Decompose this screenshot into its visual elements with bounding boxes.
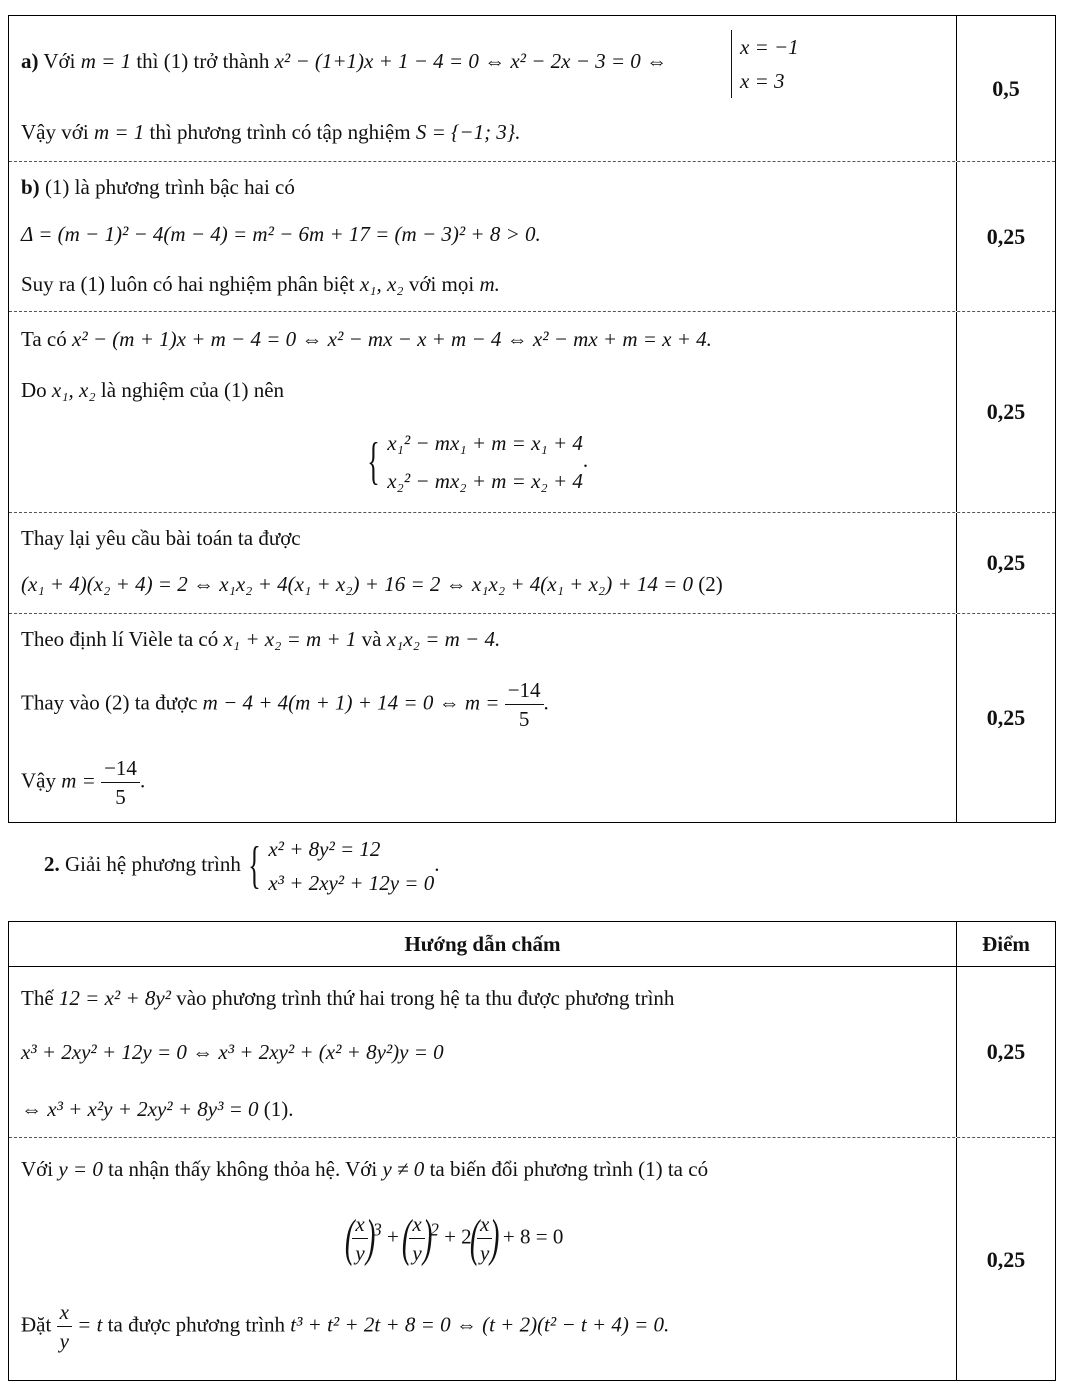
brace: {	[248, 837, 261, 894]
text: Thế	[21, 986, 54, 1010]
math: x₁, x₂	[51, 378, 96, 402]
root-2: x = 3	[740, 69, 785, 93]
denominator: 5	[518, 707, 530, 731]
discriminant-equation: Δ = (m − 1)² − 4(m − 4) = m² − 6m + 17 = (m − 3)² + 8 > 0.	[21, 222, 541, 246]
r2-line-3	[21, 1298, 669, 1355]
text: với mọi	[408, 272, 475, 296]
numerator: x	[477, 1210, 492, 1239]
paren: (	[344, 1209, 355, 1267]
system-lines	[268, 832, 434, 900]
text: vào phương trình thứ hai trong hệ ta thu được phương trình	[176, 986, 675, 1010]
math-equation: x³ + 2xy² + 12y = 0 ⇔ x³ + 2xy² + (x² + 8y²)y = 0	[21, 1040, 444, 1064]
math: m =	[61, 768, 96, 793]
math: x₁x₂ = m − 4.	[386, 627, 501, 651]
denominator: y	[59, 1329, 69, 1353]
fraction	[57, 1298, 72, 1355]
row-content	[9, 16, 957, 161]
r1-line-3	[21, 1096, 294, 1122]
text: thì phương trình có tập nghiệm	[149, 120, 411, 144]
row-content	[9, 312, 957, 512]
row-content	[9, 162, 957, 311]
text: Đặt	[21, 1312, 52, 1337]
text: ta nhận thấy không thỏa hệ. Với	[108, 1157, 378, 1181]
denominator: y	[479, 1241, 490, 1265]
math: y ≠ 0	[382, 1157, 425, 1181]
operator: + 2	[444, 1224, 472, 1249]
header-score: Điểm	[982, 931, 1030, 956]
r2-line-1	[21, 1156, 708, 1182]
fraction	[101, 754, 140, 811]
math: x₁ + x₂ = m + 1	[223, 627, 357, 651]
text: thì (1) trở thành	[136, 49, 270, 73]
score-cell: 0,25	[986, 399, 1026, 424]
brace: {	[367, 433, 380, 490]
table-row	[9, 311, 1055, 512]
denominator: 5	[115, 785, 126, 809]
paren: (	[469, 1209, 480, 1267]
text: Do	[21, 378, 47, 402]
text: và	[361, 627, 382, 651]
solution-table-2	[8, 921, 1056, 1381]
math: x₁, x₂	[359, 272, 404, 296]
math: m = 1	[80, 49, 132, 73]
math: = t	[77, 1312, 103, 1337]
math-equation: ⇔ x³ + x²y + 2xy² + 8y³ = 0	[21, 1097, 259, 1121]
math: m = 1	[93, 120, 145, 144]
paren: )	[422, 1209, 433, 1267]
score-cell: 0,5	[992, 75, 1020, 101]
text: Thay lại yêu cầu bài toán ta được	[21, 526, 301, 550]
table-header	[9, 922, 1055, 967]
text: là nghiệm của (1) nên	[100, 378, 285, 402]
text: Suy ra (1) luôn có hai nghiệm phân biệt	[21, 272, 355, 296]
math: y = 0	[58, 1157, 103, 1181]
part-c-line-1	[21, 326, 712, 352]
row-content	[9, 614, 957, 822]
numerator: x	[352, 1210, 367, 1239]
denominator: y	[412, 1241, 422, 1265]
text: Ta có	[21, 327, 67, 351]
numerator: −14	[505, 676, 544, 705]
transformed-equation	[344, 1209, 564, 1267]
equation-tag: (1).	[263, 1097, 294, 1121]
solution-table-1	[8, 15, 1056, 823]
math-equation: x² − (m + 1)x + m − 4 = 0 ⇔ x² − mx − x + m − 4 ⇔ x² − mx + m = x + 4.	[72, 327, 712, 351]
math-equation: t³ + t² + 2t + 8 = 0 ⇔ (t + 2)(t² − t + 4) = 0.	[290, 1312, 670, 1337]
part-b-line-3	[21, 271, 500, 297]
paren: )	[365, 1209, 376, 1267]
table-row	[9, 161, 1055, 311]
score-cell: 0,25	[986, 705, 1026, 730]
equation-system: { x₁² − mx₁ + m = x₁ + 4 x₂² − mx₂ + m = x₂ + 4 .	[365, 424, 588, 500]
numerator: x	[57, 1298, 72, 1327]
math-equation: (x₁ + 4)(x₂ + 4) = 2 ⇔ x₁x₂ + 4(x₁ + x₂) + 16 = 2 ⇔ x₁x₂ + 4(x₁ + x₂) + 14 = 0	[21, 572, 694, 596]
paren: (	[401, 1209, 412, 1267]
root-1: x = −1	[740, 35, 799, 59]
question-number: 2.	[44, 851, 60, 876]
text: Thay vào (2) ta được	[21, 690, 198, 715]
score-cell: 0,25	[986, 223, 1026, 249]
row-content	[9, 513, 957, 613]
equation-tag: (2)	[698, 572, 723, 596]
denominator: y	[355, 1241, 365, 1265]
solution-set: S = {−1; 3}.	[415, 120, 521, 144]
part-e-line-3: Vậy m = $\frac{-14}{5}$ .	[21, 756, 146, 809]
row-content	[9, 967, 957, 1137]
part-c-line-2	[21, 377, 284, 403]
part-a-line-2	[21, 119, 520, 145]
text: ta được phương trình	[107, 1312, 286, 1337]
paren: )	[490, 1209, 500, 1267]
math: 12 = x² + 8y²	[58, 986, 171, 1010]
label-a: a)	[21, 49, 39, 73]
score-cell: 0,25	[986, 1039, 1026, 1064]
system-line-2: x³ + 2xy² + 12y = 0	[268, 871, 435, 895]
text: Vậy	[21, 768, 56, 793]
score-cell: 0,25	[986, 1246, 1026, 1272]
numerator: −14	[101, 754, 140, 783]
text: Với	[43, 49, 76, 73]
question-text: Giải hệ phương trình	[65, 851, 241, 876]
table-row	[9, 512, 1055, 613]
part-e-line-1	[21, 626, 500, 652]
text: Với	[21, 1157, 54, 1181]
system-line-1: x₁² − mx₁ + m = x₁ + 4	[387, 431, 583, 455]
operator: +	[386, 1224, 399, 1249]
part-b-line-1	[21, 174, 295, 200]
fraction	[505, 676, 544, 733]
label-b: b)	[21, 175, 40, 199]
score-cell: 0,25	[986, 550, 1026, 575]
equation-tail: + 8 = 0	[502, 1224, 564, 1249]
exponent: 3	[372, 1219, 382, 1240]
table-row	[9, 613, 1055, 822]
r1-line-1	[21, 985, 674, 1011]
system-line-1: x² + 8y² = 12	[268, 837, 381, 861]
numerator: x	[409, 1210, 424, 1239]
table-row	[9, 1137, 1055, 1381]
text: ta biến đổi phương trình (1) ta có	[429, 1157, 709, 1181]
math: m.	[479, 272, 500, 296]
part-e-line-2: Thay vào (2) ta được m − 4 + 4(m + 1) + 14 = 0 ⇔ m = $\frac{-14}{5}$ .	[21, 678, 549, 731]
part-a-line-1	[21, 48, 667, 74]
header-guide: Hướng dẫn chấm	[9, 922, 957, 966]
question-2: 2. Giải hệ phương trình { x² + 8y² = 12 x³ + 2xy² + 12y = 0 .	[44, 832, 439, 900]
row-content	[9, 1138, 957, 1381]
text: Theo định lí Vièle ta có	[21, 627, 219, 651]
table-row	[9, 967, 1055, 1137]
math-equation: m − 4 + 4(m + 1) + 14 = 0 ⇔ m =	[202, 690, 500, 715]
math-equation: x² − (1+1)x + 1 − 4 = 0 ⇔ x² − 2x − 3 = 0 ⇔	[274, 49, 668, 73]
text: Vậy với	[21, 120, 89, 144]
root-bracket	[731, 30, 799, 98]
text: (1) là phương trình bậc hai có	[44, 175, 295, 199]
system-lines	[387, 424, 583, 500]
system-line-2: x₂² − mx₂ + m = x₂ + 4	[387, 469, 583, 493]
table-row	[9, 16, 1055, 161]
part-d-line-2	[21, 571, 723, 597]
exponent: 2	[430, 1219, 439, 1240]
